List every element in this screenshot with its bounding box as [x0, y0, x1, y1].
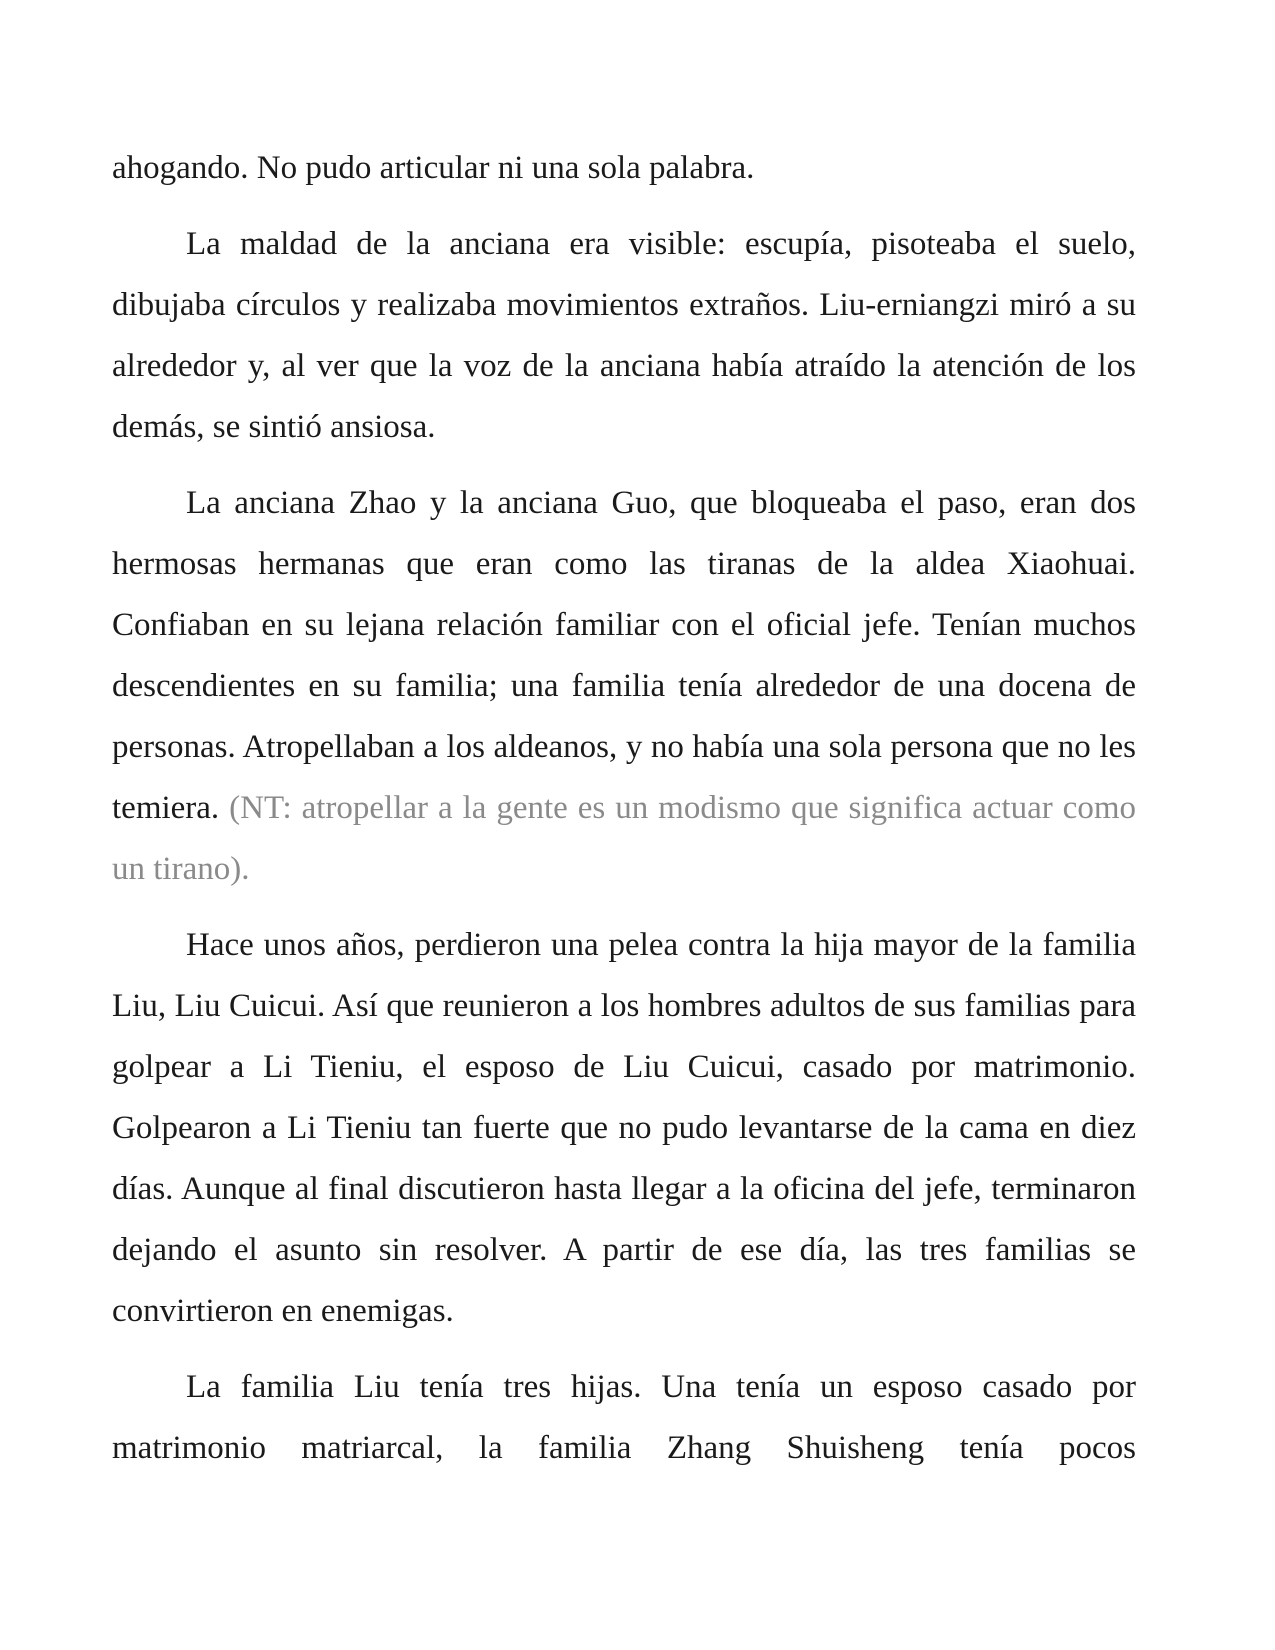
- translator-note: (NT: atropellar a la gente es un modismo que significa actuar como un tirano).: [112, 790, 1136, 887]
- paragraph-1: ahogando. No pudo articular ni una sola palabra.: [112, 150, 755, 186]
- body-text: [112, 138, 1136, 1479]
- paragraph-4: Hace unos años, perdieron una pelea contra la hija mayor de la familia Liu, Liu Cuicui. Así que reunieron a los hombres adultos de sus familias para golpear a Li Tieniu, el esposo de Liu Cuicui, casado por matrimonio. Golpearon a Li Tieniu tan fuerte que no pudo levantarse de la cama en diez días. Aunque al final discutieron hasta llegar a la oficina del jefe, terminaron dejando el asunto sin resolver. A partir de ese día, las tres familias se convirtieron en enemigas.: [112, 927, 1136, 1329]
- paragraph-3: [112, 473, 1136, 900]
- paragraph-5: La familia Liu tenía tres hijas. Una tenía un esposo casado por matrimonio matriarcal, la familia Zhang Shuisheng tenía pocos: [112, 1369, 1136, 1466]
- paragraph-3-text: La anciana Zhao y la anciana Guo, que bloqueaba el paso, eran dos hermosas hermanas que eran como las tiranas de la aldea Xiaohuai. Confiaban en su lejana relación familiar con el oficial jefe. Tenían muchos descendientes en su familia; una familia tenía alrededor de una docena de personas. Atropellaban a los aldeanos, y no había una sola persona que no les temiera.: [112, 485, 1136, 826]
- paragraph-2: La maldad de la anciana era visible: escupía, pisoteaba el suelo, dibujaba círculos y realizaba movimientos extraños. Liu-erniangzi miró a su alrededor y, al ver que la voz de la anciana había atraído la atención de los demás, se sintió ansiosa.: [112, 226, 1136, 445]
